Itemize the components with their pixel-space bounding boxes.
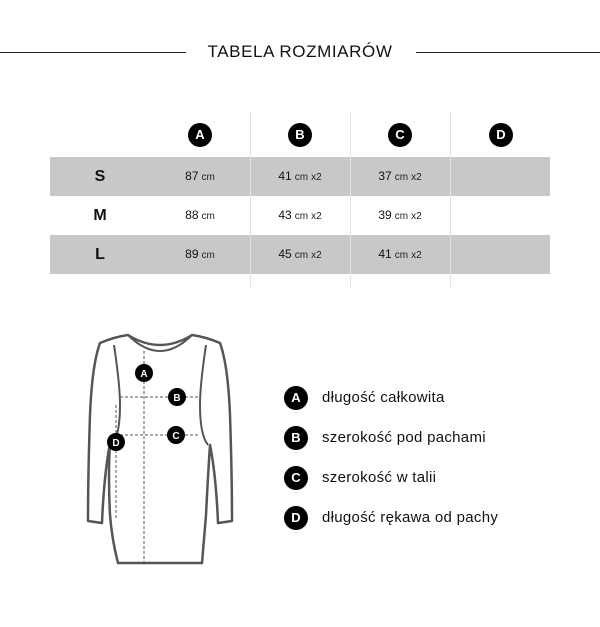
value: 37: [378, 169, 392, 183]
cell-b: [250, 235, 350, 274]
unit: cm: [394, 172, 409, 183]
value: 41: [278, 169, 292, 183]
unit: cm: [201, 211, 215, 222]
column-header-a: A: [188, 123, 212, 147]
legend-text-a: długość całkowita: [322, 389, 445, 406]
marker-b: B: [173, 393, 181, 404]
unit: cm: [201, 172, 215, 183]
cell-d: [450, 235, 550, 274]
value: 41: [378, 247, 392, 261]
cell-a: [150, 157, 250, 196]
marker-c: C: [172, 431, 180, 442]
unit: cm: [294, 250, 309, 261]
size-label: L: [95, 246, 105, 263]
legend-key-b: B: [284, 426, 308, 450]
unit: cm: [201, 250, 215, 261]
cell-c: [350, 196, 450, 235]
size-label: M: [93, 207, 107, 224]
size-table: [50, 112, 550, 287]
cell-b: [250, 196, 350, 235]
cell-c: [350, 235, 450, 274]
page-title: TABELA ROZMIARÓW: [207, 42, 393, 61]
marker-d: D: [112, 438, 120, 449]
dress-outline: [88, 335, 232, 563]
multiplier: x2: [311, 172, 322, 183]
value: 39: [378, 208, 392, 222]
cell-c: [350, 157, 450, 196]
cell-a: [150, 196, 250, 235]
multiplier: x2: [311, 211, 322, 222]
legend-key-a: A: [284, 386, 308, 410]
cell-d: [450, 196, 550, 235]
multiplier: x2: [311, 250, 322, 261]
column-header-b: B: [288, 123, 312, 147]
cell-b: [250, 157, 350, 196]
unit: cm: [294, 211, 309, 222]
multiplier: x2: [411, 250, 422, 261]
value: 89: [185, 247, 199, 261]
legend-text-d: długość rękawa od pachy: [322, 509, 499, 526]
value: 87: [185, 169, 199, 183]
legend-key-d: D: [284, 506, 308, 530]
legend-text-b: szerokość pod pachami: [322, 429, 486, 446]
value: 88: [185, 208, 199, 222]
cell-d: [450, 157, 550, 196]
column-header-d: D: [489, 123, 513, 147]
legend-key-c: C: [284, 466, 308, 490]
size-label: S: [94, 168, 106, 185]
multiplier: x2: [411, 211, 422, 222]
dress-diagram: [80, 325, 240, 570]
unit: cm: [394, 250, 409, 261]
legend-text-c: szerokość w talii: [322, 469, 437, 486]
unit: cm: [294, 172, 309, 183]
value: 45: [278, 247, 292, 261]
marker-a: A: [140, 369, 148, 380]
unit: cm: [394, 211, 409, 222]
cell-a: [150, 235, 250, 274]
column-header-c: C: [388, 123, 412, 147]
multiplier: x2: [411, 172, 422, 183]
value: 43: [278, 208, 292, 222]
